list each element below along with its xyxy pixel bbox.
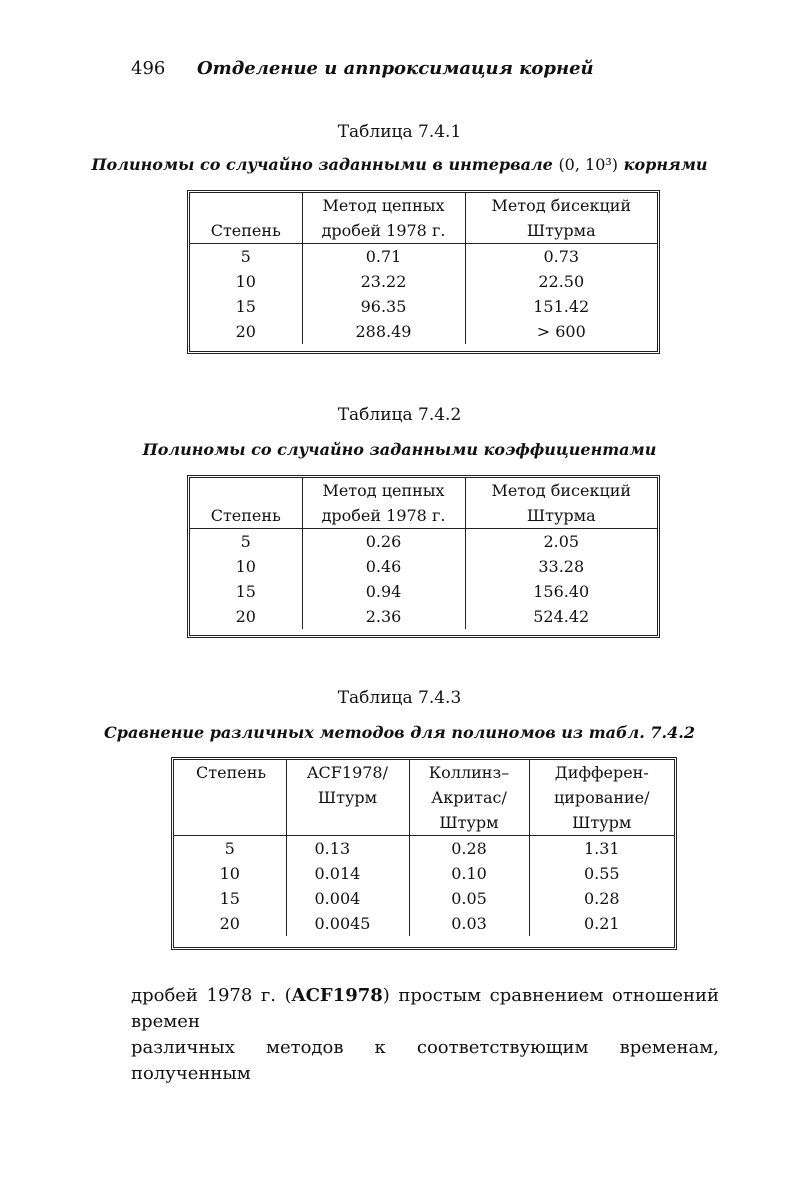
col-header-acf-ratio: ACF1978/ xyxy=(286,760,409,785)
table1-subcaption: Полиномы со случайно заданными в интервале (0, 10³) корнями xyxy=(91,155,708,174)
table-row: 20 0.0045 0.03 0.21 xyxy=(174,911,674,936)
page-number: 496 xyxy=(131,58,166,79)
table-row: 20 2.36 524.42 xyxy=(190,604,657,629)
col-header-acf: Метод цепных xyxy=(302,193,465,218)
table-row: 10 0.014 0.10 0.55 xyxy=(174,861,674,886)
col-header-degree: Степень xyxy=(196,763,267,782)
col-header-diff-ratio: Дифферен- xyxy=(529,760,674,785)
table-row: 5 0.13 0.28 1.31 xyxy=(174,836,674,862)
col-header-degree: Степень xyxy=(190,218,302,244)
table3-subcaption: Сравнение различных методов для полиномов из табл. 7.4.2 xyxy=(104,723,695,742)
col-header-acf: Метод цепных xyxy=(302,478,465,503)
table-row: 5 0.26 2.05 xyxy=(190,529,657,555)
body-line-2: различных методов к соответствующим временам, полученным xyxy=(131,1037,719,1084)
running-title: Отделение и аппроксимация корней xyxy=(197,58,594,79)
table-row: 10 0.46 33.28 xyxy=(190,554,657,579)
col-header-sturm: Метод бисекций xyxy=(465,478,657,503)
table-row: 15 0.004 0.05 0.28 xyxy=(174,886,674,911)
page-header xyxy=(131,58,731,84)
table1-caption: Таблица 7.4.1 xyxy=(337,122,462,142)
table2: Метод цепных Метод бисекций Степень дробей 1978 г. Штурма 5 0.26 2.05 10 0.46 33.28 15 0.94 156.40 20 2.36 524.42 xyxy=(187,475,660,638)
table2-subcaption: Полиномы со случайно заданными коэффициентами xyxy=(142,440,657,459)
table3-caption: Таблица 7.4.3 xyxy=(337,688,462,708)
col-header-sturm: Метод бисекций xyxy=(465,193,657,218)
table3: Степень ACF1978/ Коллинз– Дифферен- Штурм Акритас/ цирование/ Штурм Штурм 5 0.13 0.28 1.31 10 0.014 0.10 0.55 15 0.004 0.05 0.28 20 0.0045 0.03 0.21 xyxy=(171,757,677,950)
col-header-degree: Степень xyxy=(190,503,302,529)
body-line-1: дробей 1978 г. (ACF1978) простым сравнением отношений времен xyxy=(131,985,719,1032)
table-row: 15 96.35 151.42 xyxy=(190,294,657,319)
body-paragraph xyxy=(131,983,719,1087)
acf-abbreviation: ACF1978 xyxy=(291,985,383,1006)
table-row: 15 0.94 156.40 xyxy=(190,579,657,604)
col-header-collins-ratio: Коллинз– xyxy=(409,760,529,785)
table-row: 10 23.22 22.50 xyxy=(190,269,657,294)
table2-caption: Таблица 7.4.2 xyxy=(337,405,462,425)
table-row: 5 0.71 0.73 xyxy=(190,244,657,270)
table1: Метод цепных Метод бисекций Степень дробей 1978 г. Штурма 5 0.71 0.73 10 23.22 22.50 15 96.35 151.42 20 288.49 > 600 xyxy=(187,190,660,354)
interval-expression: (0, 10³) xyxy=(558,155,619,174)
table-row: 20 288.49 > 600 xyxy=(190,319,657,344)
